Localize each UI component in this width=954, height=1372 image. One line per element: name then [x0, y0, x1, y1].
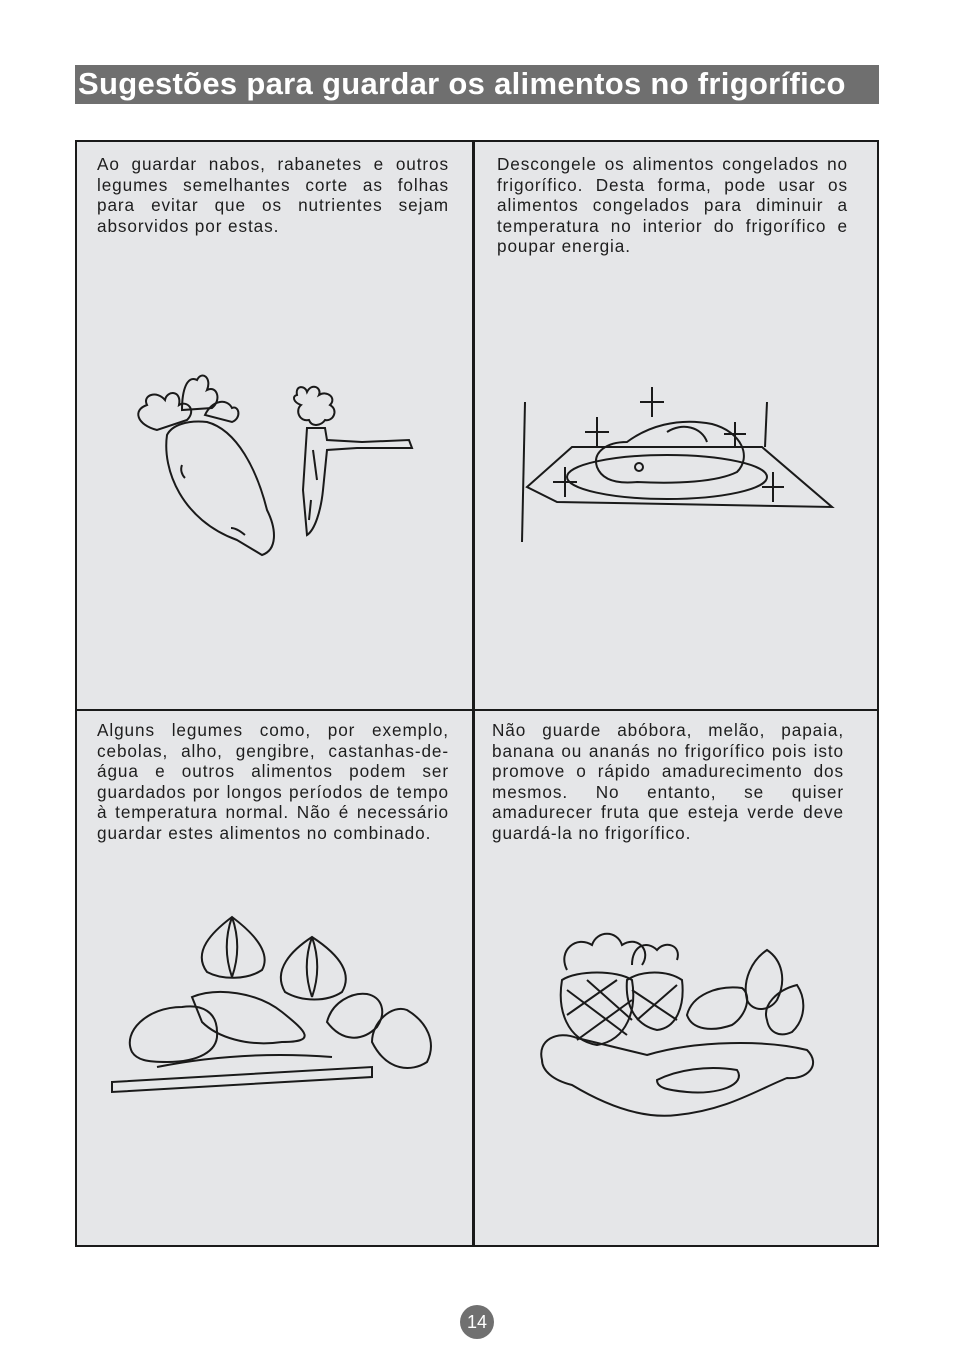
- tropical-fruits-illustration: [537, 920, 827, 1130]
- radish-illustration: [127, 370, 427, 570]
- frozen-chicken-illustration: [517, 372, 837, 552]
- tip-room-temp-text: Alguns legumes como, por exemplo, cebolas, alho, gengibre, castanhas-de-água e outros alimentos podem ser guardados por longos períodos de tempo à temperatura normal. Não é necessário guardar estes alimentos no combinado.: [97, 720, 449, 843]
- page-title: Sugestões para guardar os alimentos no frigorífico: [78, 66, 846, 101]
- horizontal-divider: [77, 709, 877, 711]
- page-number: 14: [460, 1305, 494, 1339]
- onion-garlic-illustration: [107, 912, 447, 1102]
- tip-radish-text: Ao guardar nabos, rabanetes e outros legumes semelhantes corte as folhas para evitar que os nutrientes sejam absorvidos por estas.: [97, 154, 449, 236]
- tip-ripening-text: Não guarde abóbora, melão, papaia, banana ou ananás no frigorífico pois isto promove o rápido amadurecimento dos mesmos. No entanto, se quiser amadurecer fruta que esteja verde deve guardá-la no frigorífico.: [492, 720, 844, 843]
- tips-grid: [75, 140, 879, 1247]
- title-bar: [75, 65, 879, 104]
- vertical-divider: [472, 142, 475, 1245]
- tip-defrost-text: Descongele os alimentos congelados no frigorífico. Desta forma, pode usar os alimentos congelados para diminuir a temperatura no interior do frigorífico e poupar energia.: [497, 154, 848, 257]
